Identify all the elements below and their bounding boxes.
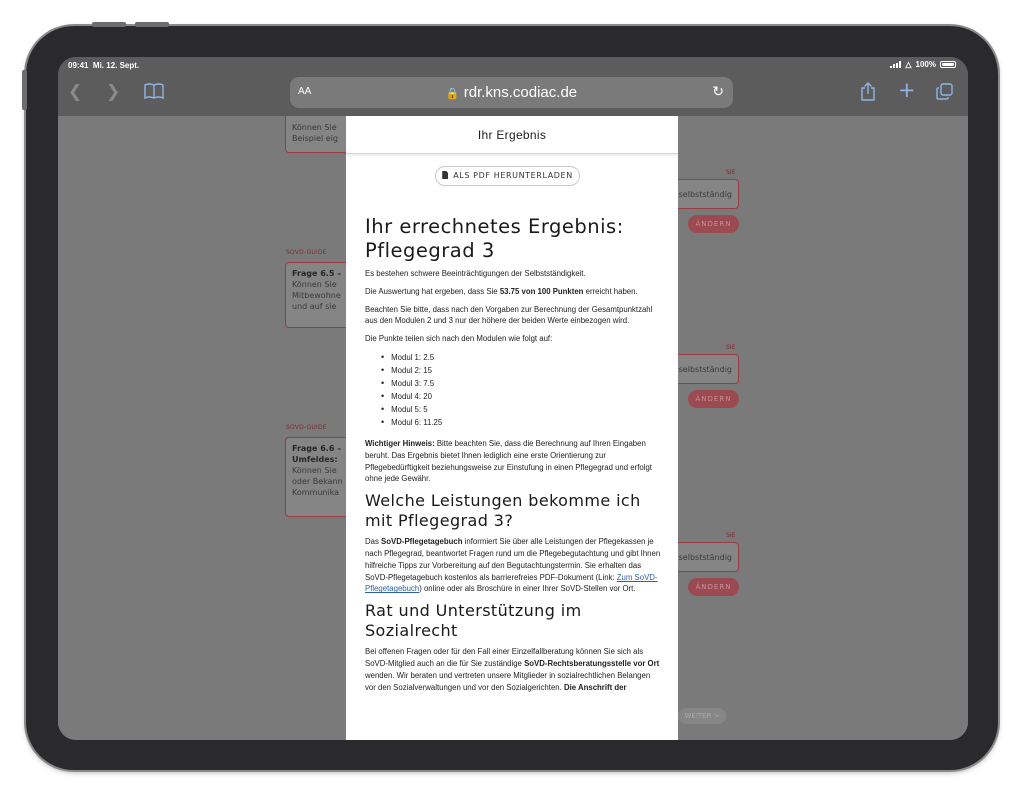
screen bbox=[58, 57, 968, 740]
change-button[interactable]: ÄNDERN bbox=[688, 215, 739, 233]
lock-icon: 🔒 bbox=[445, 88, 460, 100]
result-content bbox=[365, 215, 661, 699]
pflegetagebuch-link[interactable]: Zum SoVD-Pflegetagebuch bbox=[365, 572, 658, 594]
power-button bbox=[22, 70, 27, 110]
bookmarks-icon[interactable] bbox=[144, 82, 164, 104]
card-text: Beispiel eig bbox=[292, 134, 339, 143]
sie-label: SIE bbox=[726, 169, 736, 176]
advice-heading: Rat und Unterstützung im Sozialrecht bbox=[365, 601, 582, 641]
benefits-text: Das SoVD-Pflegetagebuch informiert Sie über alle Leistungen der Pflegekassen je nach Pflegegrad, beantwortet Fragen rund um die Pflegebegutachtung und gibt Ihnen hilfreiche Tipps zur Vorbereitung auf den Begutachtungstermin. Sie erhalten das SoVD-Pflegetagebuch kostenlos als barrierefreies PDF-Dokument (Link: Zum SoVD-Pflegetagebuch) online oder als Broschüre in einer Ihrer SoVD-Stellen vor Ort. bbox=[365, 537, 661, 594]
card-text: und auf sie bbox=[292, 302, 337, 311]
address-bar[interactable] bbox=[290, 77, 733, 108]
card-text: Können Sie bbox=[292, 466, 337, 475]
modules-intro: Die Punkte teilen sich nach den Modulen wie folgt auf: bbox=[365, 334, 553, 344]
answer-box: selbstständig bbox=[675, 542, 739, 572]
question-card bbox=[285, 437, 355, 517]
status-indicators bbox=[890, 60, 956, 69]
answer-box: selbstständig bbox=[675, 179, 739, 209]
back-icon[interactable]: ❮ bbox=[68, 82, 83, 102]
url-text: rdr.kns.codiac.de bbox=[463, 84, 578, 101]
sie-label: SIE bbox=[726, 532, 736, 539]
severity-text: Es bestehen schwere Beeinträchtigungen der Selbstständigkeit. bbox=[365, 269, 586, 278]
sie-label: SIE bbox=[726, 344, 736, 351]
score-text: Die Auswertung hat ergeben, dass Sie 53.75 von 100 Punkten erreicht haben. bbox=[365, 286, 638, 296]
new-tab-icon[interactable]: + bbox=[898, 78, 916, 102]
document-icon bbox=[442, 171, 448, 179]
module-list bbox=[381, 351, 661, 429]
list-item: • Modul 5: 5 bbox=[381, 403, 661, 416]
guide-label: SOVD-GUIDE bbox=[286, 424, 327, 431]
calculation-note: Beachten Sie bitte, dass nach den Vorgaben zur Berechnung der Gesamtpunktzahl aus den Modulen 2 und 3 nur der höhere der beiden Werte einbezogen wird. bbox=[365, 304, 653, 326]
url-field[interactable] bbox=[290, 84, 733, 101]
change-button[interactable]: ÄNDERN bbox=[688, 578, 739, 596]
list-item: • Modul 2: 15 bbox=[381, 364, 661, 377]
benefits-heading: Welche Leistungen bekomme ich mit Pflegegrad 3? bbox=[365, 491, 641, 531]
card-text: Können Sie bbox=[292, 123, 337, 132]
download-pdf-button[interactable] bbox=[435, 166, 580, 186]
change-button[interactable]: ÄNDERN bbox=[688, 390, 739, 408]
question-card bbox=[285, 262, 355, 328]
volume-button bbox=[135, 22, 169, 27]
wifi-icon: △ bbox=[905, 60, 912, 69]
status-bar bbox=[58, 57, 968, 77]
list-item: • Modul 3: 7.5 bbox=[381, 377, 661, 390]
list-item: • Modul 4: 20 bbox=[381, 390, 661, 403]
list-item: • Modul 6: 11.25 bbox=[381, 416, 661, 429]
text-size-button[interactable]: AA bbox=[298, 86, 312, 97]
volume-button bbox=[92, 22, 126, 27]
signal-icon bbox=[890, 61, 901, 68]
card-title: Frage 6.6 – Umfeldes: bbox=[292, 444, 342, 464]
next-button[interactable]: WEITER > bbox=[678, 708, 726, 724]
list-item: • Modul 1: 2.5 bbox=[381, 351, 661, 364]
card-text: Kommunika bbox=[292, 488, 340, 497]
important-notice: Wichtiger Hinweis: Bitte beachten Sie, dass die Berechnung auf Ihren Eingaben beruht. Das Ergebnis bietet Ihnen lediglich eine erste Orientierung zur Pflegebedürftigkeit beziehungsweise zur Einstufung in einen Pflegegrad und erfolgt ohne jede Gewähr. bbox=[365, 438, 652, 484]
answer-box: selbstständig bbox=[675, 354, 739, 384]
reload-icon[interactable]: ↻ bbox=[712, 84, 724, 100]
browser-toolbar bbox=[58, 77, 968, 116]
advice-text: Bei offenen Fragen oder für den Fall einer Einzelfallberatung können Sie sich als SoVD-Mitglied auch an die für Sie zuständige SoVD-Rechtsberatungsstelle vor Ort wenden. Wir beraten und vertreten unsere Mitglieder in sozialrechtlichen Belangen vor den Sozialverwaltungen und vor den Sozialgerichten. Die Anschrift der bbox=[365, 647, 660, 692]
share-icon[interactable] bbox=[860, 82, 876, 105]
download-pdf-label: ALS PDF HERUNTERLADEN bbox=[453, 171, 573, 180]
card-text: oder Bekann bbox=[292, 477, 343, 486]
status-time: 09:41 Mi. 12. Sept. bbox=[68, 61, 140, 70]
question-card bbox=[285, 116, 355, 153]
score-value: 53.75 von 100 Punkten bbox=[499, 286, 584, 296]
tabs-icon[interactable] bbox=[936, 83, 953, 104]
guide-label: SOVD-GUIDE bbox=[286, 249, 327, 256]
battery-percent: 100% bbox=[915, 60, 936, 69]
modal-title: Ihr Ergebnis bbox=[346, 116, 678, 154]
result-title: Ihr errechnetes Ergebnis: Pflegegrad 3 bbox=[365, 215, 624, 262]
card-text: Mitbewohne bbox=[292, 291, 341, 300]
card-title: Frage 6.5 – bbox=[292, 269, 342, 278]
result-modal bbox=[346, 116, 678, 740]
battery-icon bbox=[940, 61, 956, 68]
card-text: Können Sie bbox=[292, 280, 337, 289]
forward-icon[interactable]: ❯ bbox=[106, 82, 121, 102]
